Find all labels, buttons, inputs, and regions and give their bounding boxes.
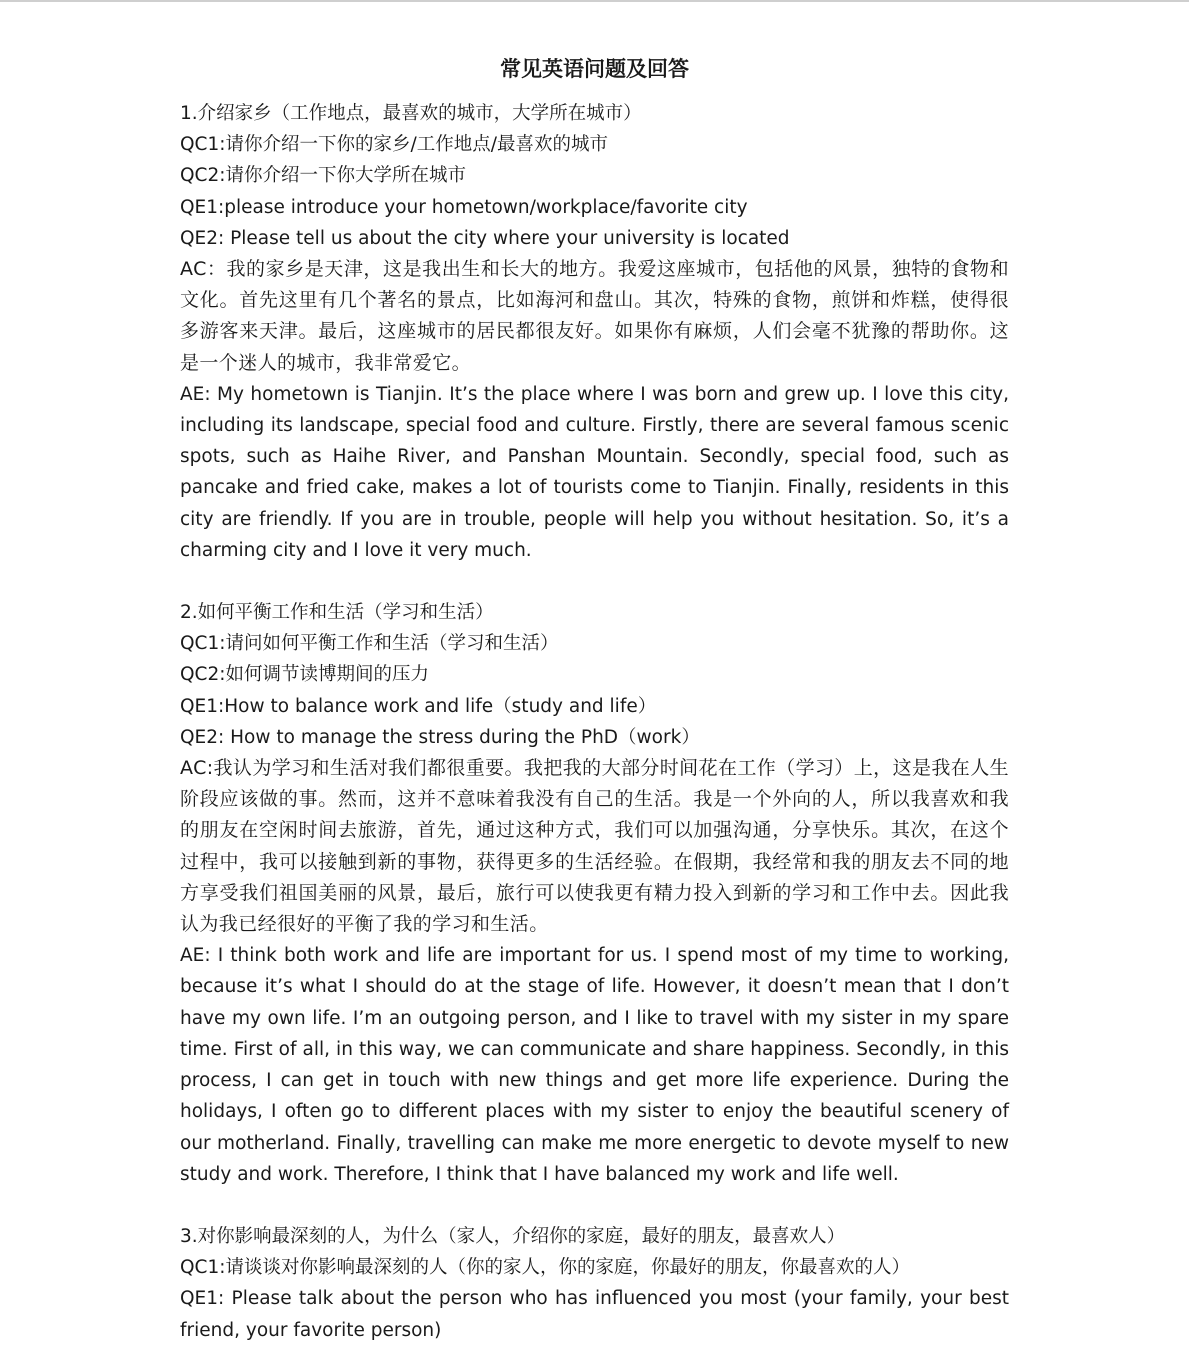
section-heading: 2.如何平衡工作和生活（学习和生活） bbox=[180, 602, 494, 624]
section-heading: 3.对你影响最深刻的人，为什么（家人，介绍你的家庭，最好的朋友，最喜欢人） bbox=[180, 1225, 846, 1247]
question-english-2: QE2: How to manage the stress during the PhD（work） bbox=[180, 726, 700, 748]
top-border-rule bbox=[0, 0, 1189, 2]
section-spacer bbox=[180, 1190, 1009, 1221]
document-page bbox=[180, 52, 1009, 1346]
question-chinese-2: QC2:如何调节读博期间的压力 bbox=[180, 664, 429, 686]
question-chinese-1: QC1:请谈谈对你影响最深刻的人（你的家人，你的家庭，你最好的朋友，你最喜欢的人） bbox=[180, 1257, 910, 1279]
section-2 bbox=[180, 597, 1009, 1190]
question-english-1: QE1:How to balance work and life（study and life） bbox=[180, 695, 657, 717]
document-title: 常见英语问题及回答 bbox=[500, 57, 689, 81]
answer-chinese: AC:我认为学习和生活对我们都很重要。我把我的大部分时间花在工作（学习）上，这是我在人生阶段应该做的事。然而，这并不意味着我没有自己的生活。我是一个外向的人，所以我喜欢和我的朋友在空闲时间去旅游，首先，通过这种方式，我们可以加强沟通，分享快乐。其次，在这个过程中，我可以接触到新的事物，获得更多的生活经验。在假期，我经常和我的朋友去不同的地方享受我们祖国美丽的风景，最后，旅行可以使我更有精力投入到新的学习和工作中去。因此我认为我已经很好的平衡了我的学习和生活。 bbox=[180, 757, 1009, 936]
question-chinese-1: QC1:请你介绍一下你的家乡/工作地点/最喜欢的城市 bbox=[180, 134, 608, 156]
question-chinese-1: QC1:请问如何平衡工作和生活（学习和生活） bbox=[180, 633, 559, 655]
question-english-1: QE1: Please talk about the person who has influenced you most (your family, your best friend, your favorite person) bbox=[180, 1288, 1009, 1341]
section-3 bbox=[180, 1221, 1009, 1346]
question-english-2: QE2: Please tell us about the city where your university is located bbox=[180, 227, 790, 249]
section-heading: 1.介绍家乡（工作地点，最喜欢的城市，大学所在城市） bbox=[180, 103, 642, 124]
section-1 bbox=[180, 98, 1009, 566]
section-spacer bbox=[180, 566, 1009, 597]
answer-english: AE: My hometown is Tianjin. It’s the place where I was born and grew up. I love this city, including its landscape, special food and culture. Firstly, there are several famous scenic spots, such as Haihe River, and Panshan Mountain. Secondly, special food, such as pancake and fried cake, makes a lot of tourists come to Tianjin. Finally, residents in this city are friendly. If you are in trouble, people will help you without hesitation. So, it’s a charming city and I love it very much. bbox=[180, 383, 1009, 561]
question-english-1: QE1:please introduce your hometown/workplace/favorite city bbox=[180, 196, 748, 218]
answer-chinese: AC：我的家乡是天津，这是我出生和长大的地方。我爱这座城市，包括他的风景，独特的食物和文化。首先这里有几个著名的景点，比如海河和盘山。其次，特殊的食物，煎饼和炸糕，使得很多游客来天津。最后，这座城市的居民都很友好。如果你有麻烦，人们会毫不犹豫的帮助你。这是一个迷人的城市，我非常爱它。 bbox=[180, 258, 1009, 374]
question-chinese-2: QC2:请你介绍一下你大学所在城市 bbox=[180, 165, 466, 187]
answer-english: AE: I think both work and life are important for us. I spend most of my time to working, because it’s what I should do at the stage of life. However, it doesn’t mean that I don’t have my own life. I’m an outgoing person, and I like to travel with my sister in my spare time. First of all, in this way, we can communicate and share happiness. Secondly, in this process, I can get in touch with new things and get more life experience. During the holidays, I often go to different places with my sister to enjoy the beautiful scenery of our motherland. Finally, travelling can make me more energetic to devote myself to new study and work. Therefore, I think that I have balanced my work and life well. bbox=[180, 945, 1009, 1185]
